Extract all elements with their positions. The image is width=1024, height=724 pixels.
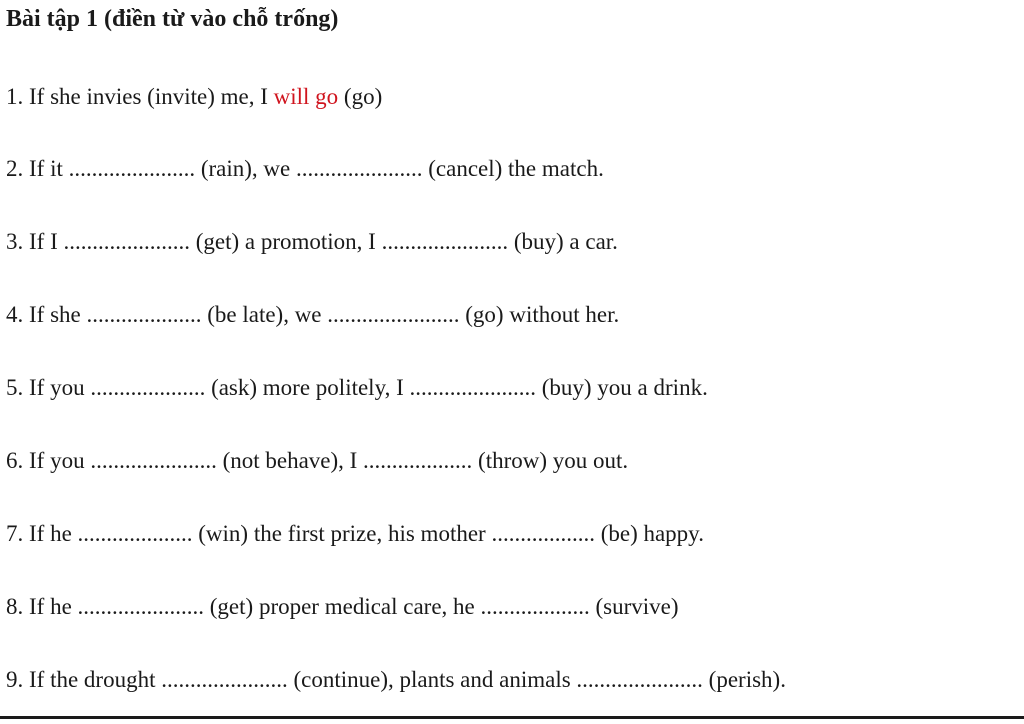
exercise-title: Bài tập 1 (điền từ vào chỗ trống) bbox=[6, 6, 339, 32]
exercise-item-4: 4. If she .................... (be late), we ....................... (go) without her. bbox=[6, 302, 620, 327]
item-1-answer: will go bbox=[273, 84, 339, 109]
exercise-item-5: 5. If you .................... (ask) more politely, I ...................... (buy) you a drink. bbox=[6, 375, 708, 400]
exercise-item-2: 2. If it ...................... (rain), we ...................... (cancel) the match. bbox=[6, 156, 604, 181]
bottom-divider bbox=[0, 716, 1024, 719]
exercise-item-7: 7. If he .................... (win) the first prize, his mother .................. (be) happy. bbox=[6, 521, 704, 546]
item-1-prefix: 1. If she invies (invite) me, I bbox=[6, 84, 274, 109]
item-1-suffix: (go) bbox=[338, 84, 383, 109]
exercise-item-3: 3. If I ...................... (get) a promotion, I ...................... (buy) a car. bbox=[6, 229, 618, 254]
exercise-item-1 bbox=[6, 84, 382, 110]
exercise-item-9: 9. If the drought ...................... (continue), plants and animals ...................... (perish). bbox=[6, 667, 786, 692]
exercise-item-6: 6. If you ...................... (not behave), I ................... (throw) you out. bbox=[6, 448, 629, 473]
exercise-item-8: 8. If he ...................... (get) proper medical care, he ................... (survive) bbox=[6, 594, 679, 619]
